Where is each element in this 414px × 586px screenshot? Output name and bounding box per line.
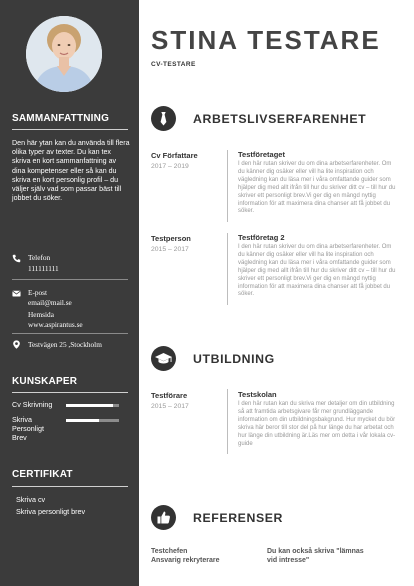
summary-divider (12, 129, 128, 130)
entry-divider (227, 389, 228, 454)
full-name: STINA TESTARE (151, 25, 381, 55)
work-company: Testföretag 2 (238, 233, 285, 242)
skill-label: Skriva Personligt Brev (12, 415, 44, 442)
references-section-title: REFERENSER (193, 511, 284, 525)
skill-bar-fill (66, 404, 113, 407)
web-divider (12, 333, 128, 334)
skill-label: Cv Skrivning (12, 400, 53, 409)
reference-line: Testchefen (151, 548, 188, 555)
skill-bar-fill (66, 419, 99, 422)
skills-divider (12, 392, 128, 393)
phone-divider (12, 279, 128, 280)
work-description: I den här rutan skriver du om dina arbetserfarenheter. Om du känner dig osäker eller vill ha lite inspiration och vägledning kan du läsa mer i våra omfattande guider som hjälper dig med allt ifrån till hur du skriver ditt cv – till hur du skriver ett personligt brev.Vi ger dig en mängd nyttig information för att maximera dina chanser att få jobbet du söker. (238, 244, 396, 298)
sidebar (0, 0, 139, 586)
skill-bar (66, 404, 119, 407)
work-section-title: ARBETSLIVSERFARENHET (193, 112, 367, 126)
cert-heading: CERTIFIKAT (12, 469, 73, 480)
education-school: Testskolan (238, 390, 277, 399)
email-value[interactable]: email@mail.se (28, 298, 72, 307)
work-dates: 2015 – 2017 (151, 246, 189, 253)
education-section-title: UTBILDNING (193, 352, 275, 366)
tie-icon (151, 106, 176, 131)
work-position: Testperson (151, 234, 191, 243)
cert-item: Skriva cv (16, 495, 46, 504)
entry-divider (227, 233, 228, 305)
reference-line: Du kan också skriva "lämnas (267, 548, 364, 555)
thumbs-up-icon (151, 505, 176, 530)
skills-heading: KUNSKAPER (12, 376, 78, 387)
education-dates: 2015 – 2017 (151, 403, 189, 410)
skill-bar (66, 419, 119, 422)
envelope-icon (12, 289, 21, 298)
address-value: Testvägen 25 ,Stockholm (28, 340, 102, 349)
phone-icon (12, 254, 21, 263)
email-label: E-post (28, 288, 48, 297)
cert-item: Skriva personligt brev (16, 507, 86, 516)
web-value[interactable]: www.aspirantus.se (28, 320, 83, 329)
cert-divider (12, 486, 128, 487)
work-description: I den här rutan skriver du om dina arbetserfarenheter. Om du känner dig osäker eller vill ha lite inspiration och vägledning kan du läsa mer i våra omfattande guider som hjälper dig med allt ifrån till hur du skriver ditt cv – till hur du skriver ett personligt brev.Vi ger dig en mängd nyttig information för att maximera dina chanser att få jobbet du söker. (238, 161, 396, 215)
cv-subtitle: CV-TESTARE (151, 61, 196, 68)
phone-value: 111111111 (28, 264, 59, 273)
education-position: Testförare (151, 391, 188, 400)
profile-photo (26, 16, 102, 92)
entry-divider (227, 150, 228, 222)
web-label: Hemsida (28, 310, 54, 319)
work-position: Cv Författare (151, 151, 198, 160)
graduation-cap-icon (151, 346, 176, 371)
reference-line: Ansvarig rekryterare (151, 557, 220, 564)
phone-label: Telefon (28, 253, 51, 262)
location-pin-icon (12, 340, 21, 349)
education-description: I den här rutan kan du skriva mer detaljer om din utbildning så att framtida arbetsgivare får mer grundläggande information om din utbildningsbakgrund. Hur mycket du bör skriva här beror till stor del på hur länge du har arbetat och hur länge din utbildning är.Läs mer om detta i vår lokala cv-guide (238, 401, 396, 447)
reference-line: vid intresse" (267, 557, 310, 564)
summary-text: Den här ytan kan du använda till flera olika typer av texter. Du kan tex skriva en kort sammanfattning av dina kompetenser eller så kan du skriva en kort personlig profil – du väljer själv vad som passar bäst till jobbet du söker. (12, 139, 130, 203)
work-company: Testföretaget (238, 150, 285, 159)
summary-heading: SAMMANFATTNING (12, 113, 110, 124)
work-dates: 2017 – 2019 (151, 163, 189, 170)
